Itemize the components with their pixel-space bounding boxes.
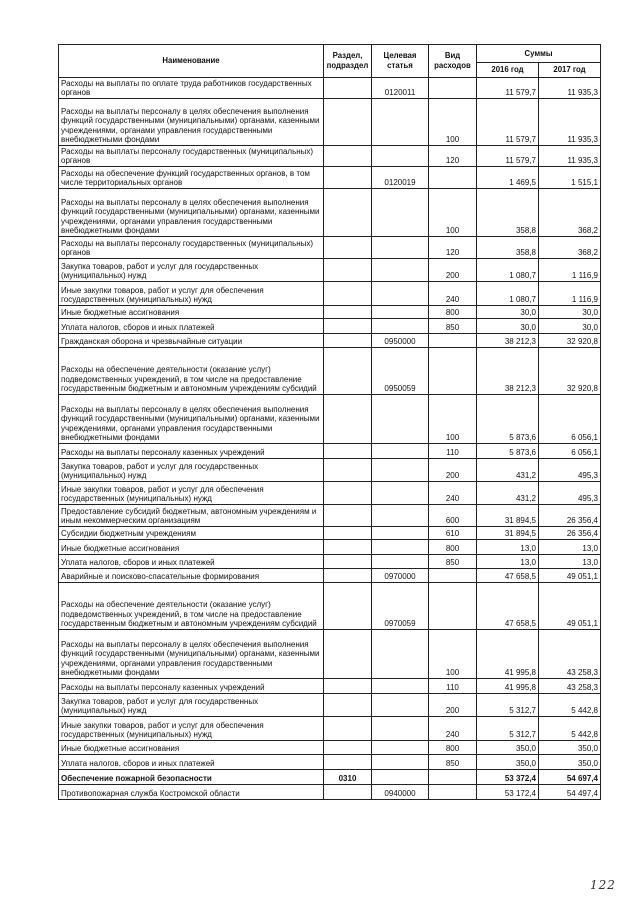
row-name: Расходы на обеспечение функций государственных органов, в том числе территориальных органов [59,167,324,189]
row-kind [429,770,477,785]
row-name: Обеспечение пожарной безопасности [59,770,324,785]
row-name: Иные закупки товаров, работ и услуг для обеспечения государственных (муниципальных) нужд [59,717,324,741]
row-target [372,694,429,717]
row-kind: 240 [429,717,477,741]
row-amount-2017: 1 116,9 [539,259,601,282]
row-kind [429,583,477,630]
row-target [372,444,429,459]
row-section [324,540,372,555]
row-target [372,741,429,755]
row-target [372,395,429,444]
row-amount-2016: 31 894,5 [477,505,539,527]
table-body [59,78,601,800]
row-target: 0120019 [372,167,429,189]
row-amount-2017: 368,2 [539,237,601,259]
table-row [59,348,601,395]
row-amount-2017: 5 442,8 [539,694,601,717]
row-amount-2016: 47 658,5 [477,569,539,583]
row-name: Расходы на обеспечение деятельности (оказание услуг) подведомственных учреждений, в том числе на предоставление государственным бюджетным и автономным учреждениям субсидий [59,583,324,630]
table-row [59,555,601,569]
row-name: Расходы на выплаты персоналу государственных (муниципальных) органов [59,237,324,259]
row-section [324,167,372,189]
header-year-2017: 2017 год [539,63,601,78]
row-target [372,717,429,741]
row-amount-2016: 53 372,4 [477,770,539,785]
row-amount-2017: 6 056,1 [539,444,601,459]
row-amount-2017: 350,0 [539,741,601,755]
row-section [324,259,372,282]
row-kind: 120 [429,237,477,259]
row-kind: 200 [429,459,477,482]
row-section [324,569,372,583]
row-kind [429,348,477,395]
row-amount-2016: 11 579,7 [477,78,539,99]
row-amount-2017: 54 497,4 [539,785,601,800]
row-name: Аварийные и поисково-спасательные формирования [59,569,324,583]
page-number: 122 [590,878,616,892]
row-amount-2017: 49 051,1 [539,569,601,583]
row-kind: 200 [429,259,477,282]
table-row [59,444,601,459]
row-amount-2016: 5 873,6 [477,395,539,444]
row-name: Расходы на выплаты персоналу в целях обеспечения выполнения функций государственными (муниципальными) органами, казенными учреждениями, органами управления государственными внебюджетными фондами [59,395,324,444]
row-amount-2016: 11 579,7 [477,146,539,167]
row-name: Иные бюджетные ассигнования [59,741,324,755]
table-row [59,569,601,583]
row-kind: 100 [429,189,477,237]
table-row [59,146,601,167]
row-name: Расходы на выплаты по оплате труда работников государственных органов [59,78,324,99]
row-target [372,319,429,334]
row-target [372,679,429,694]
row-section [324,505,372,527]
row-kind: 110 [429,679,477,694]
row-section [324,334,372,348]
row-amount-2016: 5 312,7 [477,717,539,741]
row-target [372,282,429,306]
row-kind: 850 [429,319,477,334]
row-amount-2016: 5 312,7 [477,694,539,717]
row-target [372,146,429,167]
row-amount-2017: 6 056,1 [539,395,601,444]
row-kind: 610 [429,527,477,540]
row-amount-2017: 11 935,3 [539,146,601,167]
row-amount-2016: 431,2 [477,459,539,482]
row-kind: 850 [429,555,477,569]
row-amount-2017: 1 515,1 [539,167,601,189]
header-name: Наименование [59,45,324,78]
row-amount-2016: 31 894,5 [477,527,539,540]
row-target [372,755,429,770]
row-name: Иные бюджетные ассигнования [59,540,324,555]
row-amount-2016: 11 579,7 [477,99,539,146]
row-amount-2017: 54 697,4 [539,770,601,785]
row-kind [429,167,477,189]
row-kind: 800 [429,741,477,755]
table-row [59,785,601,800]
row-amount-2017: 495,3 [539,482,601,505]
row-section [324,237,372,259]
header-section: Раздел, подраздел [324,45,372,78]
row-amount-2016: 1 469,5 [477,167,539,189]
row-amount-2017: 13,0 [539,555,601,569]
row-kind: 110 [429,444,477,459]
row-kind: 800 [429,306,477,319]
table-row [59,482,601,505]
row-amount-2016: 38 212,3 [477,348,539,395]
row-amount-2017: 30,0 [539,306,601,319]
row-amount-2016: 350,0 [477,755,539,770]
row-amount-2017: 495,3 [539,459,601,482]
row-amount-2017: 11 935,3 [539,78,601,99]
row-amount-2016: 47 658,5 [477,583,539,630]
row-amount-2017: 32 920,8 [539,348,601,395]
row-amount-2016: 431,2 [477,482,539,505]
row-amount-2016: 13,0 [477,555,539,569]
row-section [324,482,372,505]
row-name: Иные бюджетные ассигнования [59,306,324,319]
row-target: 0940000 [372,785,429,800]
row-amount-2017: 11 935,3 [539,99,601,146]
row-amount-2017: 5 442,8 [539,717,601,741]
row-amount-2016: 38 212,3 [477,334,539,348]
row-name: Предоставление субсидий бюджетным, автономным учреждениям и иным некоммерческим организациям [59,505,324,527]
table-row [59,395,601,444]
row-section [324,444,372,459]
row-amount-2017: 32 920,8 [539,334,601,348]
table-row [59,770,601,785]
row-amount-2016: 13,0 [477,540,539,555]
row-target [372,306,429,319]
row-kind: 240 [429,282,477,306]
row-amount-2016: 358,8 [477,237,539,259]
row-section [324,459,372,482]
table-row [59,755,601,770]
header-target: Целевая статья [372,45,429,78]
row-amount-2016: 350,0 [477,741,539,755]
row-name: Гражданская оборона и чрезвычайные ситуации [59,334,324,348]
row-target [372,527,429,540]
row-name: Расходы на выплаты персоналу в целях обеспечения выполнения функций государственными (муниципальными) органами, казенными учреждениями, органами управления государственными внебюджетными фондами [59,189,324,237]
row-kind: 100 [429,395,477,444]
row-kind: 600 [429,505,477,527]
row-section [324,306,372,319]
row-section [324,146,372,167]
row-section [324,755,372,770]
row-name: Закупка товаров, работ и услуг для государственных (муниципальных) нужд [59,694,324,717]
row-amount-2017: 30,0 [539,319,601,334]
row-name: Уплата налогов, сборов и иных платежей [59,319,324,334]
row-amount-2017: 26 356,4 [539,527,601,540]
row-section [324,282,372,306]
row-name: Расходы на выплаты персоналу государственных (муниципальных) органов [59,146,324,167]
table-row [59,694,601,717]
row-name: Противопожарная служба Костромской области [59,785,324,800]
row-amount-2017: 1 116,9 [539,282,601,306]
row-target [372,505,429,527]
row-name: Иные закупки товаров, работ и услуг для обеспечения государственных (муниципальных) нужд [59,282,324,306]
table-row [59,527,601,540]
row-section: 0310 [324,770,372,785]
header-kind: Вид расходов [429,45,477,78]
header-year-2016: 2016 год [477,63,539,78]
row-target: 0950000 [372,334,429,348]
row-section [324,348,372,395]
row-kind [429,78,477,99]
row-amount-2016: 53 172,4 [477,785,539,800]
row-kind: 100 [429,630,477,679]
table-row [59,717,601,741]
row-target [372,459,429,482]
row-amount-2016: 41 995,8 [477,679,539,694]
row-name: Расходы на выплаты персоналу казенных учреждений [59,444,324,459]
budget-table [58,44,601,800]
row-section [324,679,372,694]
row-amount-2016: 358,8 [477,189,539,237]
row-name: Субсидии бюджетным учреждениям [59,527,324,540]
row-section [324,785,372,800]
table-row [59,167,601,189]
row-section [324,78,372,99]
table-row [59,319,601,334]
row-amount-2017: 49 051,1 [539,583,601,630]
table-row [59,282,601,306]
row-section [324,741,372,755]
row-kind: 850 [429,755,477,770]
row-name: Уплата налогов, сборов и иных платежей [59,555,324,569]
row-amount-2016: 30,0 [477,306,539,319]
row-name: Закупка товаров, работ и услуг для государственных (муниципальных) нужд [59,459,324,482]
table-header [59,45,601,78]
row-name: Закупка товаров, работ и услуг для государственных (муниципальных) нужд [59,259,324,282]
row-target [372,555,429,569]
row-section [324,319,372,334]
row-name: Расходы на выплаты персоналу в целях обеспечения выполнения функций государственными (муниципальными) органами, казенными учреждениями, органами управления государственными внебюджетными фондами [59,630,324,679]
table-row [59,78,601,99]
row-target [372,237,429,259]
row-kind [429,785,477,800]
table-row [59,237,601,259]
row-section [324,555,372,569]
row-amount-2017: 350,0 [539,755,601,770]
row-target [372,630,429,679]
table-row [59,540,601,555]
table-row [59,189,601,237]
row-target: 0970000 [372,569,429,583]
row-target [372,99,429,146]
row-amount-2017: 26 356,4 [539,505,601,527]
row-kind: 120 [429,146,477,167]
row-amount-2017: 43 258,3 [539,679,601,694]
row-section [324,717,372,741]
row-kind [429,334,477,348]
row-amount-2017: 368,2 [539,189,601,237]
row-target: 0950059 [372,348,429,395]
row-name: Расходы на обеспечение деятельности (оказание услуг) подведомственных учреждений, в том числе на предоставление государственным бюджетным и автономным учреждениям субсидий [59,348,324,395]
row-target [372,259,429,282]
table-row [59,259,601,282]
row-kind: 200 [429,694,477,717]
row-kind: 100 [429,99,477,146]
row-target [372,189,429,237]
header-sums: Суммы [477,45,601,63]
row-kind [429,569,477,583]
row-name: Расходы на выплаты персоналу казенных учреждений [59,679,324,694]
row-kind: 800 [429,540,477,555]
row-name: Уплата налогов, сборов и иных платежей [59,755,324,770]
row-amount-2016: 30,0 [477,319,539,334]
table-row [59,99,601,146]
row-amount-2017: 13,0 [539,540,601,555]
row-target [372,540,429,555]
row-amount-2016: 1 080,7 [477,282,539,306]
table-row [59,306,601,319]
table-row [59,679,601,694]
row-target: 0970059 [372,583,429,630]
row-amount-2016: 5 873,6 [477,444,539,459]
row-section [324,527,372,540]
row-section [324,189,372,237]
row-amount-2016: 41 995,8 [477,630,539,679]
table-row [59,741,601,755]
table-row [59,505,601,527]
row-section [324,630,372,679]
row-section [324,583,372,630]
table-row [59,583,601,630]
row-amount-2017: 43 258,3 [539,630,601,679]
row-target [372,770,429,785]
row-target [372,482,429,505]
row-target: 0120011 [372,78,429,99]
row-name: Иные закупки товаров, работ и услуг для обеспечения государственных (муниципальных) нужд [59,482,324,505]
table-row [59,334,601,348]
row-amount-2016: 1 080,7 [477,259,539,282]
row-name: Расходы на выплаты персоналу в целях обеспечения выполнения функций государственными (муниципальными) органами, казенными учреждениями, органами управления государственными внебюджетными фондами [59,99,324,146]
row-kind: 240 [429,482,477,505]
row-section [324,99,372,146]
table-row [59,459,601,482]
table-row [59,630,601,679]
row-section [324,395,372,444]
row-section [324,694,372,717]
